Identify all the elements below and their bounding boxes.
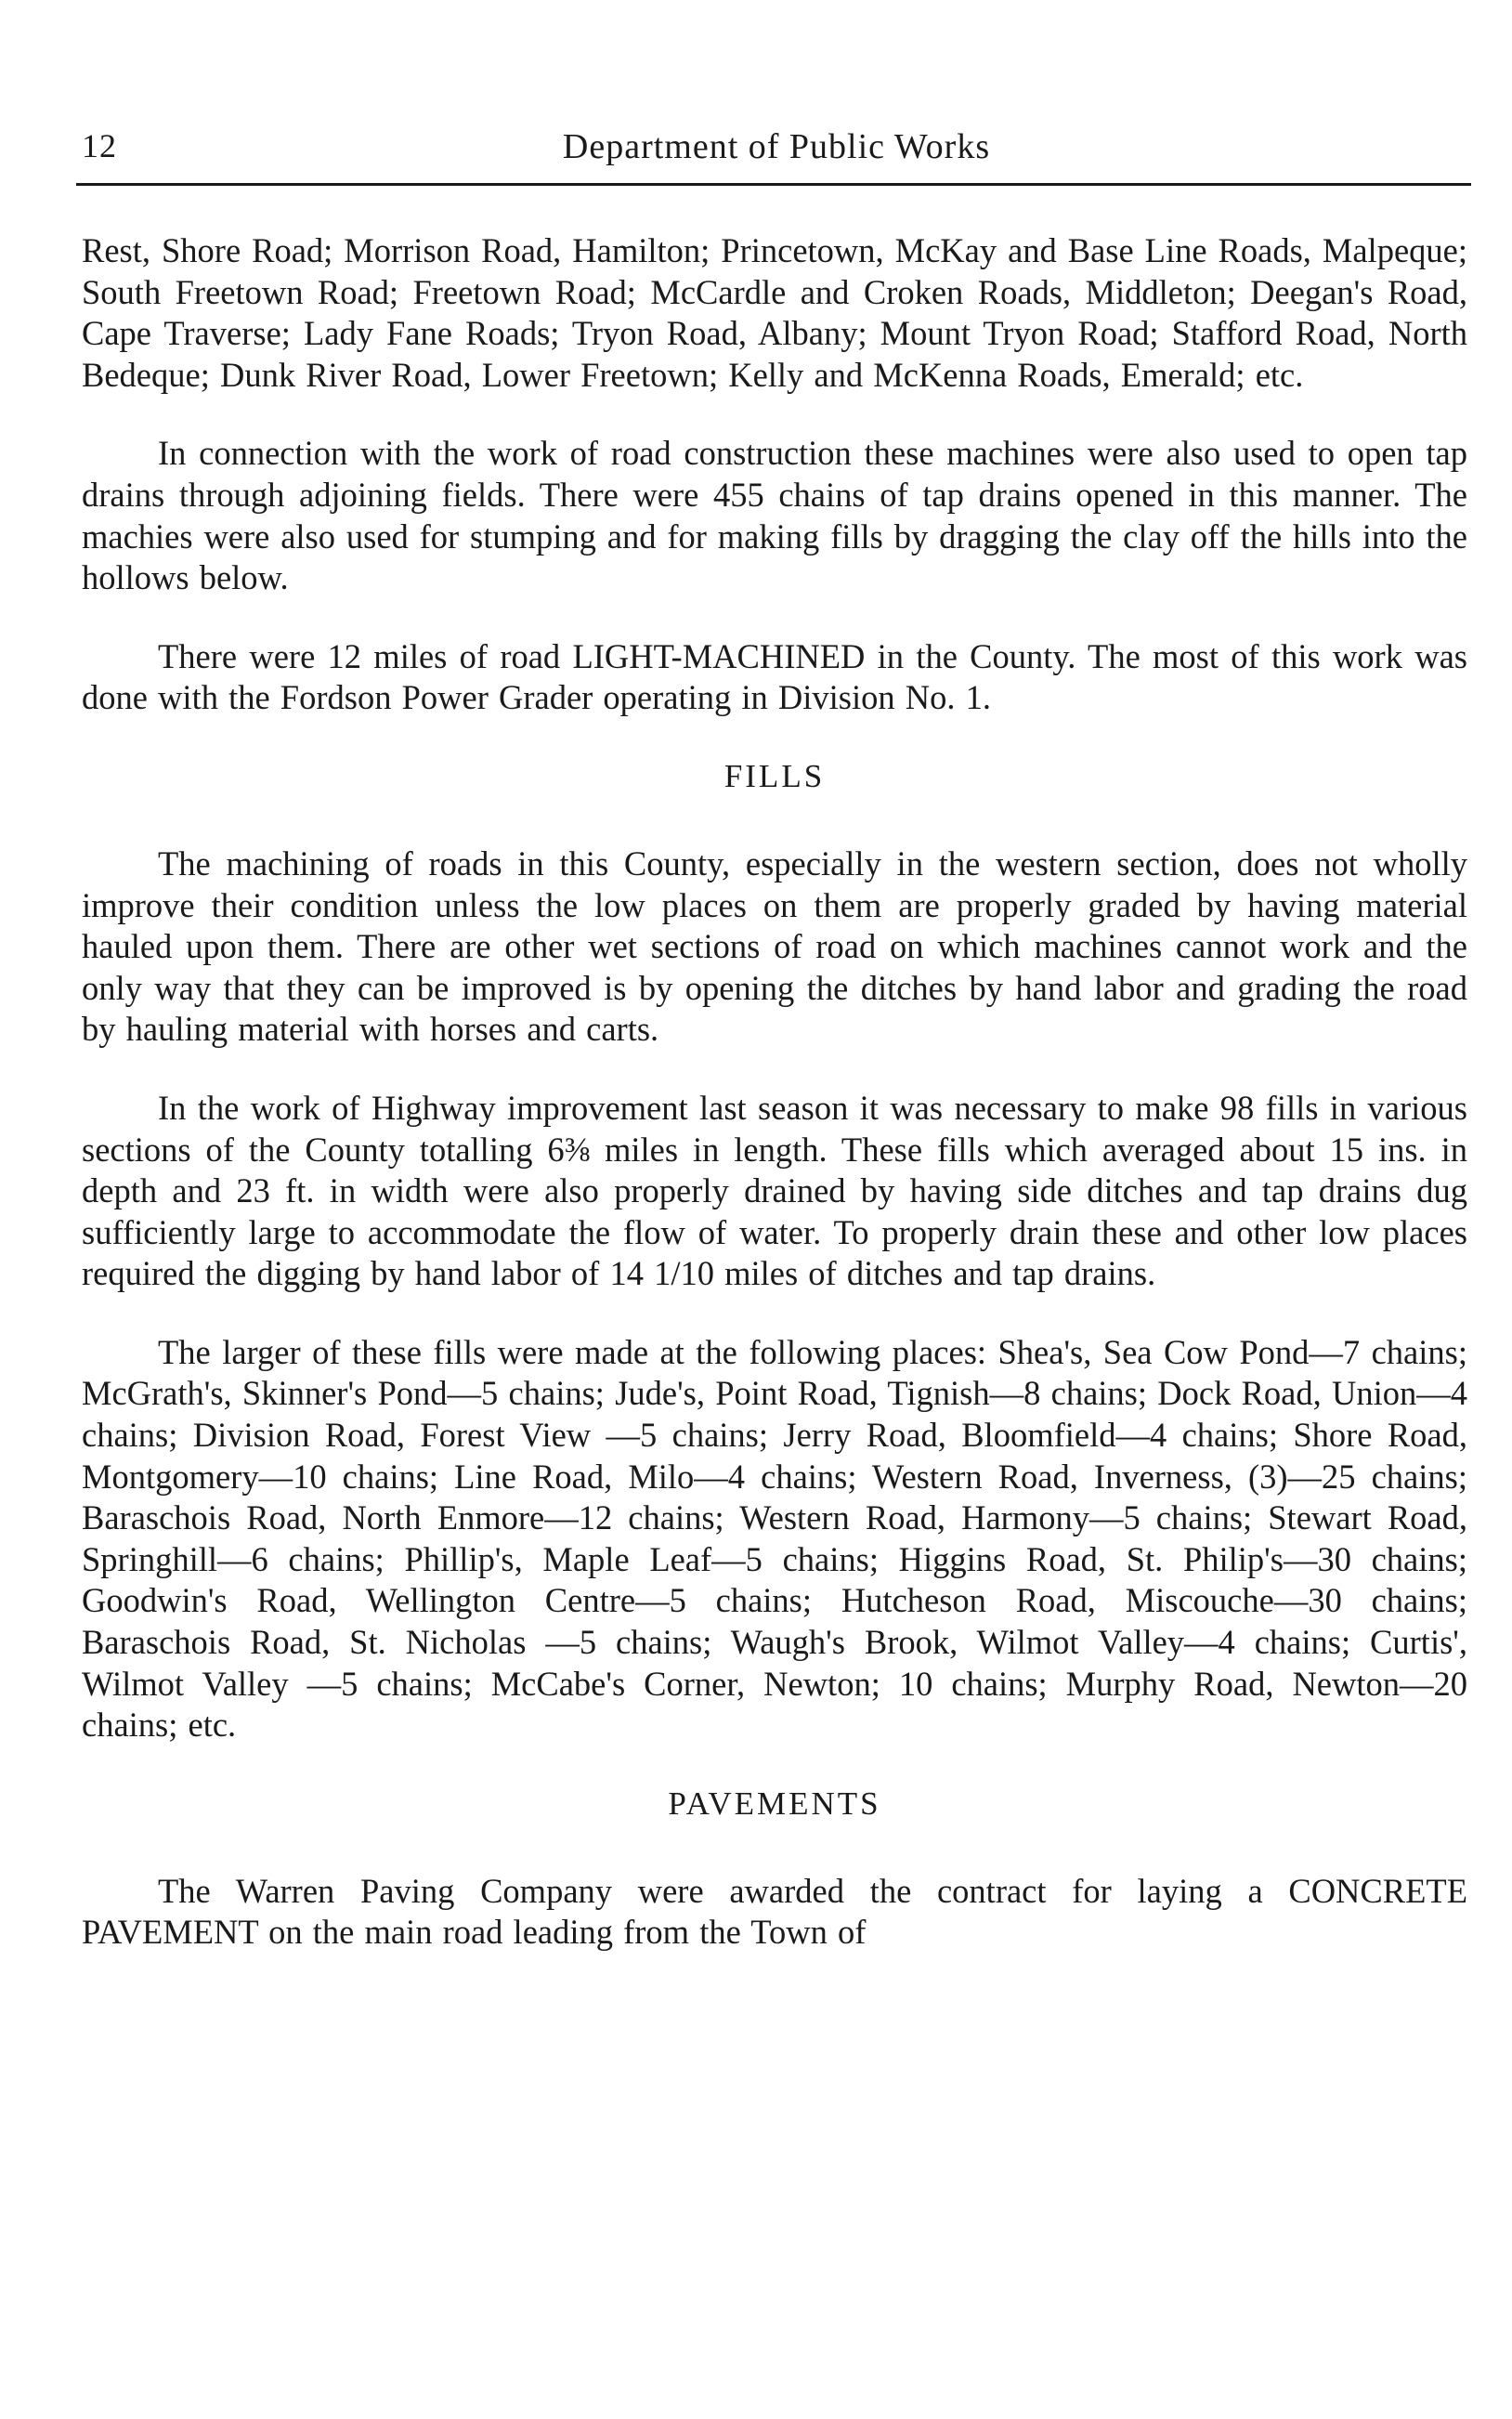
paragraph-fill-locations: The larger of these fills were made at the following places: Shea's, Sea Cow Pond—7 chains; McGrath's, Skinner's Pond—5 chains; Jude's, Point Road, Tignish—8 chains; Dock Road, Union—4 chains; Division Road, Forest View —5 chains; Jerry Road, Bloomfield—4 chains; Shore Road, Montgomery—10 chains; Line Road, Milo—4 chains; Western Road, Inverness, (3)—25 chains; Baraschois Road, North Enmore—12 chains; Western Road, Harmony—5 chains; Stewart Road, Springhill—6 chains; Phillip's, Maple Leaf—5 chains; Higgins Road, St. Philip's—30 chains; Goodwin's Road, Wellington Centre—5 chains; Hutcheson Road, Miscouche—30 chains; Baraschois Road, St. Nicholas —5 chains; Waugh's Brook, Wilmot Valley—4 chains; Curtis', Wilmot Valley —5 chains; McCabe's Corner, Newton; 10 chains; Murphy Road, Newton—20 chains; etc. xyxy=(82,1332,1467,1745)
section-heading-pavements: PAVEMENTS xyxy=(668,1785,881,1822)
body-text xyxy=(82,230,1467,1991)
paragraph-road-list-continued: Rest, Shore Road; Morrison Road, Hamilton; Princetown, McKay and Base Line Roads, Malpeque; South Freetown Road; Freetown Road; McCardle and Croken Roads, Middleton; Deegan's Road, Cape Traverse; Lady Fane Roads; Tryon Road, Albany; Mount Tryon Road; Stafford Road, North Bedeque; Dunk River Road, Lower Freetown; Kelly and McKenna Roads, Emerald; etc. xyxy=(82,231,1467,394)
paragraph-machining-roads: The machining of roads in this County, especially in the western section, does not wholly improve their condition unless the low places on them are properly graded by having material hauled upon them. There are other wet sections of road on which machines cannot work and the only way that they can be improved is by opening the ditches by hand labor and grading the road by hauling material with horses and carts. xyxy=(82,843,1467,1049)
paragraph-highway-improvement: In the work of Highway improvement last season it was necessary to make 98 fills in various sections of the County totalling 6⅜ miles in length. These fills which averaged about 15 ins. in depth and 23 ft. in width were also properly drained by having side ditches and tap drains dug sufficiently large to accommodate the flow of water. To properly drain these and other low places required the digging by hand labor of 14 1/10 miles of ditches and tap drains. xyxy=(82,1088,1467,1293)
paragraph-tap-drains: In connection with the work of road construction these machines were also used to open tap drains through adjoining fields. There were 455 chains of tap drains opened in this manner. The machies were also used for stumping and for making fills by dragging the clay off the hills into the hollows below. xyxy=(82,434,1467,597)
page-number: 12 xyxy=(82,127,117,164)
header-rule xyxy=(76,183,1471,186)
page-header xyxy=(82,119,1471,175)
paragraph-light-machined: There were 12 miles of road LIGHT-MACHINED in the County. The most of this work was done with the Fordson Power Grader operating in Division No. 1. xyxy=(82,636,1467,717)
running-title: Department of Public Works xyxy=(562,127,991,166)
section-heading-fills: FILLS xyxy=(723,757,826,794)
paragraph-warren-paving: The Warren Paving Company were awarded the contract for laying a CONCRETE PAVEMENT on the main road leading from the Town of xyxy=(82,1871,1467,1952)
